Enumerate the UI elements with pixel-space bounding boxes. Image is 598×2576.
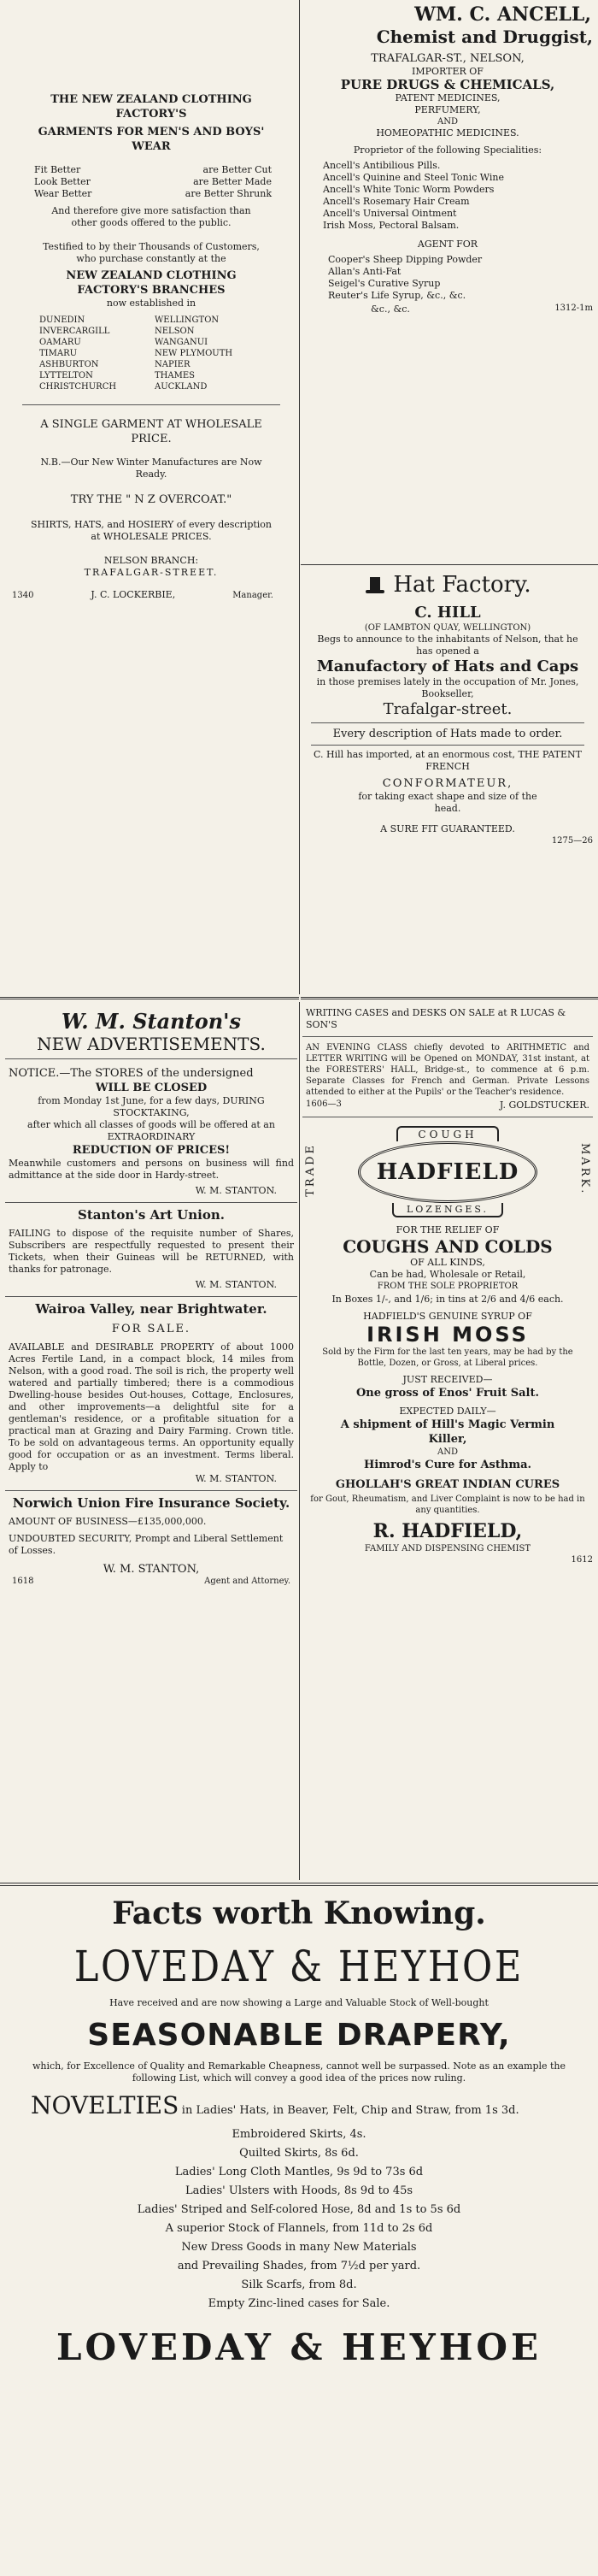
- loveday-name-top: LOVEDAY & HEYHOE: [74, 1942, 524, 1991]
- evening-footer: [306, 1099, 589, 1111]
- clothing-factory-ad: [5, 92, 297, 990]
- clothing-testified: Testified to by their Thousands of Customers, who purchase constantly at the: [43, 241, 260, 264]
- stanton-name: W. M. Stanton's: [61, 1009, 242, 1034]
- hill-formerly: (OF LAMBTON QUAY, WELLINGTON): [364, 623, 531, 633]
- ancell-pure: PURE DRUGS & CHEMICALS,: [340, 77, 555, 92]
- wairoa-title: Wairoa Valley, near Brightwater.: [35, 1301, 267, 1317]
- ancell-etc: &c., &c.: [371, 304, 410, 315]
- price-item: Silk Scarfs, from 8d.: [241, 2278, 357, 2291]
- price-item: Quilted Skirts, 8s 6d.: [239, 2147, 359, 2160]
- ancell-perfumery: PERFUMERY,: [414, 104, 481, 115]
- loveday-heyhoe-ad: [5, 1895, 593, 2574]
- compare-row: Look Better are Better Made: [34, 176, 272, 187]
- clothing-try: TRY THE " N Z OVERCOAT.": [70, 493, 232, 506]
- town-row: DUNEDIN WELLINGTON: [39, 315, 220, 325]
- ancell-patent: PATENT MEDICINES,: [395, 92, 501, 103]
- column-rule-middle: [299, 1002, 300, 1880]
- ancell-trade: Chemist and Druggist,: [376, 27, 593, 47]
- compare-row: Wear Better are Better Shrunk: [34, 188, 272, 199]
- clothing-now-established: now established in: [106, 298, 196, 309]
- town-row: OAMARU WANGANUI: [39, 338, 208, 347]
- hadfield-trademark-logo: [345, 1126, 550, 1217]
- wairoa-text: AVAILABLE and DESIRABLE PROPERTY of about 1000 Acres Fertile Land, in a compact block, 14 miles from Nelson, with a good road. The soil is rich, the property well watered and partially timbered; there is a commodious Dwelling-house besides Out-houses, Cottage, Enclosures, and other improvements—a delightful site for a gentleman's residence, or a profitable situation for a practical man at Grazing and Dairy Farming. Crown title. To be sold on advantageous terms. An opportunity equally good for occupation or as an investment. Terms liberal. Apply to: [9, 1341, 294, 1472]
- norwich-signature: W. M. STANTON,: [103, 1563, 200, 1576]
- town-row: TIMARU NEW PLYMOUTH: [39, 349, 233, 358]
- hadfield-irish-moss: IRISH MOSS: [366, 1323, 529, 1347]
- hill-sep: [311, 745, 584, 746]
- hill-premises: in those premises lately in the occupation of Mr. Jones, Bookseller,: [316, 676, 579, 699]
- town-row: INVERCARGILL NELSON: [39, 327, 195, 336]
- price-item: Ladies' Long Cloth Mantles, 9s 9d to 73s 6d: [174, 2166, 424, 2178]
- price-item: Empty Zinc-lined cases for Sale.: [208, 2297, 390, 2310]
- footer-number: 1606—3: [306, 1099, 342, 1109]
- clothing-street: TRAFALGAR-STREET.: [84, 567, 219, 578]
- footer-name: J. GOLDSTUCKER.: [499, 1099, 589, 1111]
- norwich-title: Norwich Union Fire Insurance Society.: [12, 1495, 290, 1511]
- hill-street: Trafalgar-street.: [383, 700, 513, 718]
- price-item: Embroidered Skirts, 4s.: [232, 2128, 366, 2141]
- speciality-item: Ancell's White Tonic Worm Powders: [323, 184, 495, 195]
- novelties-rest: in Ladies' Hats, in Beaver, Felt, Chip and Straw, from 1s 3d.: [181, 2104, 519, 2117]
- hat-heading: Hat Factory.: [302, 571, 593, 598]
- footer-name: J. C. LOCKERBIE,: [91, 589, 176, 600]
- hadfield-syrup: HADFIELD'S GENUINE SYRUP OF: [363, 1311, 532, 1322]
- speciality-item: Ancell's Quinine and Steel Tonic Wine: [323, 172, 504, 183]
- right-mid-column: [302, 1007, 593, 1879]
- clothing-satisfaction: And therefore give more satisfaction than other goods offered to the public.: [51, 205, 251, 228]
- price-item: A superior Stock of Flannels, from 11d to 2s 6d: [165, 2222, 433, 2235]
- hadfield-family: FAMILY AND DISPENSING CHEMIST: [364, 1544, 531, 1553]
- facts-heading: Facts worth Knowing.: [112, 1895, 486, 1931]
- clothing-branch: NELSON BRANCH:: [103, 555, 199, 566]
- rule-right-divider-2: [301, 997, 598, 998]
- logo-lozenges: LOZENGES.: [392, 1203, 503, 1217]
- ancell-footer: [371, 304, 593, 315]
- loveday-drapery: SEASONABLE DRAPERY,: [87, 2018, 511, 2053]
- loveday-intro: Have received and are now showing a Large and Valuable Stock of Well-bought: [109, 1997, 489, 2008]
- stanton-sep: [5, 1058, 297, 1059]
- hill-guarantee: A SURE FIT GUARANTEED.: [380, 823, 515, 834]
- stanton-ad: [5, 1009, 297, 1879]
- clothing-compare-table: [34, 164, 272, 200]
- ancell-proprietor: Proprietor of the following Specialities:: [353, 144, 542, 156]
- clothing-subtitle: GARMENTS FOR MEN'S AND BOYS' WEAR: [38, 126, 265, 153]
- hadfield-ghollah: GHOLLAH'S GREAT INDIAN CURES: [335, 1478, 560, 1491]
- stanton-notice: [5, 1064, 297, 1197]
- norwich-undoubted: UNDOUBTED SECURITY, Prompt and Liberal Settlement of Losses.: [9, 1533, 284, 1556]
- footer-role: Manager.: [232, 591, 273, 600]
- clothing-single-garment: A SINGLE GARMENT AT WHOLESALE PRICE.: [40, 418, 262, 445]
- agency-item: Allan's Anti-Fat: [328, 266, 402, 277]
- agency-item: Seigel's Curative Syrup: [328, 278, 441, 289]
- column-rule-top: [299, 0, 300, 994]
- norwich-amount: AMOUNT OF BUSINESS—£135,000,000.: [9, 1516, 207, 1527]
- hadfield-coughs: COUGHS AND COLDS: [343, 1236, 553, 1257]
- hadfield-and: AND: [437, 1447, 458, 1457]
- trade-label: TRADE: [304, 1143, 317, 1197]
- footer-number: 1340: [12, 591, 34, 600]
- notice-after: after which all classes of goods will be offered at an EXTRAORDINARY: [27, 1119, 275, 1142]
- hadfield-footer-number: 1612: [571, 1555, 593, 1565]
- novelties-word: NOVELTIES: [31, 2091, 179, 2119]
- notice-reduction: REDUCTION OF PRICES!: [72, 1144, 231, 1157]
- stanton-sep: [5, 1202, 297, 1203]
- hill-manufactory: Manufactory of Hats and Caps: [316, 657, 579, 675]
- town-row: CHRISTCHURCH AUCKLAND: [39, 382, 208, 392]
- clothing-towns: [39, 315, 263, 392]
- right-sep: [302, 1036, 593, 1037]
- speciality-item: Irish Moss, Pectoral Balsam.: [323, 220, 460, 231]
- lucas-ad: WRITING CASES and DESKS ON SALE at R LUCAS & SON'S: [306, 1007, 566, 1030]
- town-row: LYTTELTON THAMES: [39, 371, 196, 380]
- ancell-importer: IMPORTER OF: [412, 66, 484, 77]
- ancell-specialities: [323, 160, 589, 232]
- hill-taking: for taking exact shape and size of the head.: [358, 791, 537, 814]
- hadfield-ad: [302, 1126, 593, 1565]
- hadfield-gross: One gross of Enos' Fruit Salt.: [355, 1387, 540, 1400]
- hadfield-gout: for Gout, Rheumatism, and Liver Complaint is now to be had in any quantities.: [310, 1494, 585, 1515]
- hill-conformateur: CONFORMATEUR,: [382, 777, 513, 790]
- clothing-branches-title: NEW ZEALAND CLOTHING FACTORY'S BRANCHES: [66, 269, 237, 297]
- art-union-text: FAILING to dispose of the requisite number of Shares, Subscribers are respectfully requested to present their Tickets, when their Guineas will be RETURNED, with thanks for patronage.: [9, 1228, 294, 1275]
- clothing-sep: [22, 404, 280, 405]
- ancell-agent: AGENT FOR: [417, 239, 478, 250]
- clothing-shirts: SHIRTS, HATS, and HOSIERY of every description at WHOLESALE PRICES.: [30, 519, 273, 542]
- hadfield-shipment: A shipment of Hill's Magic Vermin Killer,: [340, 1418, 555, 1446]
- hill-name: C. HILL: [414, 604, 481, 622]
- speciality-item: Ancell's Universal Ointment: [323, 208, 457, 219]
- hadfield-just: JUST RECEIVED—: [402, 1374, 493, 1385]
- ancell-address: TRAFALGAR-ST., NELSON,: [371, 52, 525, 65]
- stanton-footer: [12, 1577, 290, 1587]
- speciality-item: Ancell's Rosemary Hair Cream: [323, 196, 470, 207]
- clothing-footer: [12, 591, 273, 601]
- hill-every: Every description of Hats made to order.: [332, 728, 563, 740]
- ancell-name: WM. C. ANCELL,: [414, 3, 591, 26]
- hadfield-sold: Sold by the Firm for the last ten years, may be had by the Bottle, Dozen, or Gross, at Liberal prices.: [322, 1347, 573, 1368]
- notice-closed: WILL BE CLOSED: [95, 1082, 208, 1094]
- price-item: New Dress Goods in many New Materials and Prevailing Shades, from 7½d per yard.: [177, 2241, 421, 2272]
- footer-role: Agent and Attorney.: [204, 1577, 290, 1586]
- notice-meanwhile: Meanwhile customers and persons on business will find admittance at the side door in Hardy-street.: [9, 1158, 294, 1181]
- top-hat-icon: [364, 575, 386, 596]
- evening-class-ad: AN EVENING CLASS chiefly devoted to ARITHMETIC and LETTER WRITING will be Opened on MONDAY, 31st instant, at the FORESTERS' HALL, Bridge-st., to commence at 6 p.m. Separate Classes for French and German. Private Lessons attended to either at the Pupils' or the Teacher's residence.: [306, 1043, 589, 1097]
- logo-cough: COUGH: [396, 1126, 499, 1141]
- hadfield-from: FROM THE SOLE PROPRIETOR: [377, 1282, 519, 1291]
- art-union-signature: W. M. STANTON.: [195, 1279, 277, 1290]
- hill-sep: [311, 722, 584, 723]
- price-item: Ladies' Ulsters with Hoods, 8s 9d to 45s: [185, 2184, 413, 2197]
- logo-oval: HADFIELD: [358, 1141, 537, 1203]
- wairoa-for-sale: FOR SALE.: [111, 1323, 191, 1335]
- wairoa-signature: W. M. STANTON.: [195, 1473, 277, 1484]
- loveday-items: [5, 2125, 593, 2314]
- ancell-ad: [302, 3, 593, 559]
- clothing-title: THE NEW ZEALAND CLOTHING FACTORY'S: [50, 93, 252, 121]
- hadfield-himrod: Himrod's Cure for Asthma.: [363, 1459, 532, 1471]
- ancell-homeo: HOMEOPATHIC MEDICINES.: [376, 127, 519, 139]
- compare-row: Fit Better are Better Cut: [34, 164, 272, 175]
- loveday-novelties: [5, 2093, 593, 2119]
- stanton-sep: [5, 1296, 297, 1297]
- hill-footer-number: 1275—26: [551, 836, 593, 846]
- clothing-nb: N.B.—Our New Winter Manufactures are Now Ready.: [40, 457, 262, 480]
- hadfield-had: Can be had, Wholesale or Retail,: [369, 1269, 526, 1280]
- hadfield-name: R. HADFIELD,: [372, 1520, 523, 1542]
- mark-label: MARK.: [578, 1143, 591, 1196]
- agency-item: Reuter's Life Syrup, &c., &c.: [328, 290, 466, 301]
- footer-number: 1618: [12, 1577, 34, 1586]
- hat-factory-ad: [302, 571, 593, 993]
- hadfield-kinds: OF ALL KINDS,: [410, 1257, 485, 1268]
- footer-number: 1312-1m: [554, 304, 593, 313]
- town-row: ASHBURTON NAPIER: [39, 360, 191, 369]
- agency-item: Cooper's Sheep Dipping Powder: [328, 254, 483, 265]
- notice-signature: W. M. STANTON.: [195, 1185, 277, 1196]
- hill-imported: C. Hill has imported, at an enormous cost, THE PATENT FRENCH: [313, 749, 582, 772]
- ancell-and: AND: [437, 117, 458, 127]
- rule-left-divider: [0, 997, 299, 998]
- price-item: Ladies' Striped and Self-colored Hose, 8d and 1s to 5s 6d: [137, 2203, 461, 2216]
- stanton-sep: [5, 1490, 297, 1491]
- hadfield-boxes: In Boxes 1/-, and 1/6; in tins at 2/6 and 4/6 each.: [331, 1294, 564, 1305]
- art-union-title: Stanton's Art Union.: [78, 1207, 225, 1223]
- hadfield-expected: EXPECTED DAILY—: [399, 1406, 496, 1417]
- hadfield-relief: FOR THE RELIEF OF: [396, 1224, 500, 1235]
- rule-bottom-divider-2: [0, 1885, 598, 1886]
- hill-begs: Begs to announce to the inhabitants of Nelson, that he has opened a: [317, 634, 578, 657]
- stanton-new-ads: NEW ADVERTISEMENTS.: [37, 1034, 266, 1054]
- ancell-agencies: [328, 254, 589, 302]
- speciality-item: Ancell's Antibilious Pills.: [323, 160, 441, 171]
- loveday-name-bottom: LOVEDAY & HEYHOE: [56, 2326, 542, 2368]
- rule-right-divider-1: [301, 564, 598, 565]
- notice-monday: from Monday 1st June, for a few days, DURING STOCKTAKING,: [38, 1095, 265, 1118]
- loveday-which: which, for Excellence of Quality and Remarkable Cheapness, cannot well be surpassed. Note as an example the following List, which will convey a good idea of the prices now ruling.: [32, 2060, 566, 2084]
- notice-head: NOTICE.—The STORES of the undersigned: [9, 1067, 254, 1080]
